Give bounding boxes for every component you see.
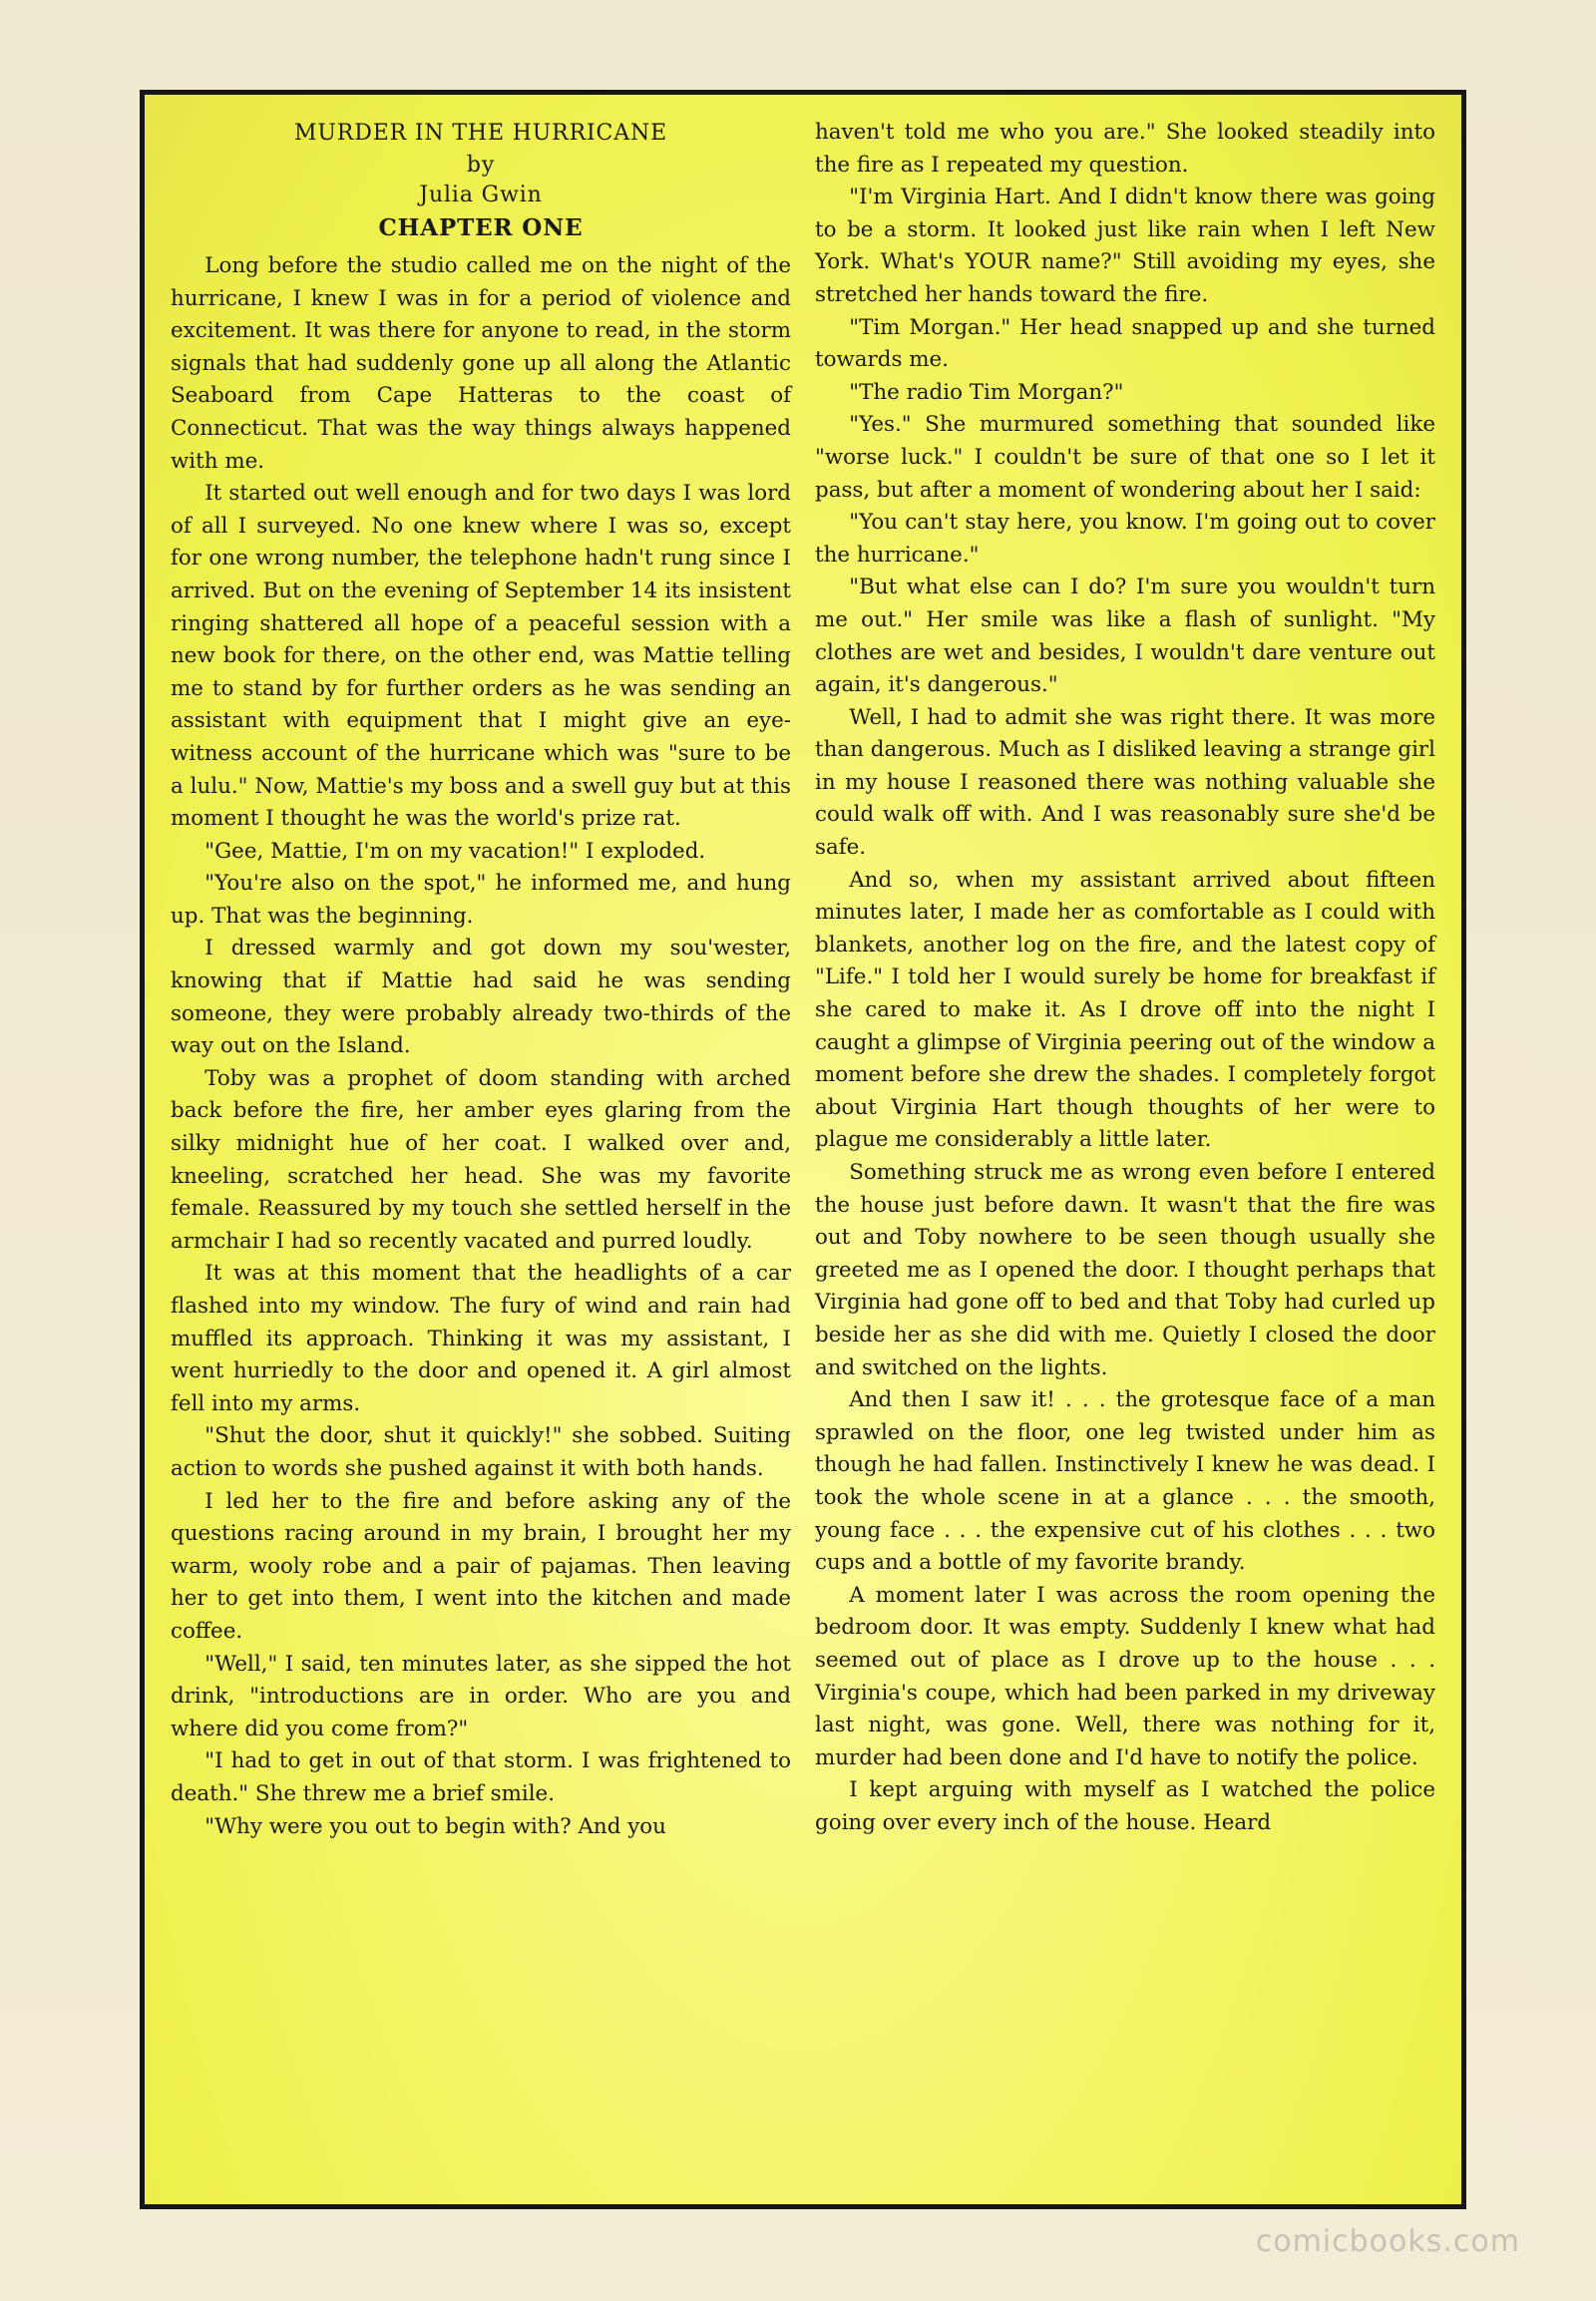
paragraph: A moment later I was across the room opening the bedroom door. It was empty. Suddenly I knew what had seemed out of place as I drove up to the house . . . Virginia's coupe, which had been parked in my driveway last night, was gone. Well, there was nothing for it, murder had been done and I'd have to notify the police. (815, 1582, 1435, 1770)
chapter-title: CHAPTER ONE (378, 214, 584, 241)
paragraph: And then I saw it! . . . the grotesque face of a man sprawled on the floor, one leg twisted under him as though he had fallen. Instinctively I knew he was dead. I took the whole scene in at a glance . . . the smooth, young face . . . the expensive cut of his clothes . . . two cups and a bottle of my favorite brandy. (815, 1387, 1435, 1576)
story-heading (171, 117, 791, 246)
paragraph: "But what else can I do? I'm sure you wouldn't turn me out." Her smile was like a flash of sunlight. "My clothes are wet and besides, I wouldn't dare venture out again, it's dangerous." (815, 575, 1435, 698)
paragraph: "You're also on the spot," he informed me, and hung up. That was the beginning. (171, 871, 791, 929)
left-column (171, 117, 791, 2204)
paragraph-continued: haven't told me who you are." She looked steadily into the fire as I repeated my question. (815, 120, 1435, 178)
paragraph: "Shut the door, shut it quickly!" she sobbed. Suiting action to words she pushed against it with both hands. (171, 1423, 791, 1481)
paragraph: I led her to the fire and before asking any of the questions racing around in my brain, I brought her my warm, wooly robe and a pair of pajamas. Then leaving her to get into them, I went into the kitchen and made coffee. (171, 1488, 791, 1644)
paragraph: "I had to get in out of that storm. I was frightened to death." She threw me a brief smile. (171, 1748, 791, 1806)
right-column (815, 117, 1435, 2204)
paragraph: Toby was a prophet of doom standing with arched back before the fire, her amber eyes glaring from the silky midnight hue of her coat. I walked over and, kneeling, scratched her head. She was my favorite female. Reassured by my touch she settled herself in the armchair I had so recently vacated and purred loudly. (171, 1065, 791, 1254)
paragraph: "Tim Morgan." Her head snapped up and she turned towards me. (815, 314, 1435, 373)
paragraph: I dressed warmly and got down my sou'wester, knowing that if Mattie had said he was sending someone, they were probably already two-thirds of the way out on the Island. (171, 936, 791, 1059)
paragraph: It was at this moment that the headlights of a car flashed into my window. The fury of wind and rain had muffled its approach. Thinking it was my assistant, I went hurriedly to the door and opened it. A girl almost fell into my arms. (171, 1261, 791, 1416)
site-watermark: comicbooks.com (1255, 2224, 1520, 2259)
paragraph: "Yes." She murmured something that sounded like "worse luck." I couldn't be sure of that one so I let it pass, but after a moment of wondering about her I said: (815, 412, 1435, 503)
paragraph: I kept arguing with myself as I watched the police going over every inch of the house. Heard (815, 1777, 1435, 1835)
paragraph: It started out well enough and for two days I was lord of all I surveyed. No one knew where I was so, except for one wrong number, the telephone hadn't rung since I arrived. But on the evening of September 14 its insistent ringing shattered all hope of a peaceful session with a new book for there, on the other end, was Mattie telling me to stand by for further orders as he was sending an assistant with equipment that I might give an eye-witness account of the hurricane which was "sure to be a lulu." Now, Mattie's my boss and a swell guy but at this moment I thought he was the world's prize rat. (171, 481, 791, 832)
paragraph: "The radio Tim Morgan?" (849, 379, 1124, 405)
paragraph: "You can't stay here, you know. I'm going out to cover the hurricane." (815, 510, 1435, 568)
paragraph: "Why were you out to begin with? And you (204, 1813, 666, 1839)
story-title: MURDER IN THE HURRICANE (294, 121, 667, 146)
paragraph: Well, I had to admit she was right there. It was more than dangerous. Much as I disliked leaving a strange girl in my house I reasoned there was nothing valuable she could walk off with. And I was reasonably sure she'd be safe. (815, 704, 1435, 861)
paragraph: And so, when my assistant arrived about fifteen minutes later, I made her as comfortable as I could with blankets, another log on the fire, and the latest copy of "Life." I told her I would surely be home for breakfast if she cared to make it. As I drove off into the night I caught a glimpse of Virginia peering out of the window a moment before she drew the shades. I completely forgot about Virginia Hart though thoughts of her were to plague me considerably a little later. (815, 867, 1435, 1153)
paragraph: "Gee, Mattie, I'm on my vacation!" I exploded. (204, 838, 706, 864)
text-story-panel (140, 90, 1466, 2209)
paragraph: "Well," I said, ten minutes later, as she sipped the hot drink, "introductions are in order. Who are you and where did you come from?" (171, 1651, 791, 1741)
story-author: Julia Gwin (419, 183, 543, 207)
paragraph: Long before the studio called me on the night of the hurricane, I knew I was in for a period of violence and excitement. It was there for anyone to read, in the storm signals that had suddenly gone up all along the Atlantic Seaboard from Cape Hatteras to the coast of Connecticut. That was the way things always happened with me. (171, 253, 791, 474)
byline-word: by (466, 153, 496, 178)
paragraph: Something struck me as wrong even before I entered the house just before dawn. It wasn't that the fire was out and Toby nowhere to be seen though usually she greeted me as I opened the door. I thought perhaps that Virginia had gone off to bed and that Toby had curled up beside her as she did with me. Quietly I closed the door and switched on the lights. (815, 1160, 1435, 1380)
paragraph: "I'm Virginia Hart. And I didn't know there was going to be a storm. It looked just like rain when I left New York. What's YOUR name?" Still avoiding my eyes, she stretched her hands toward the fire. (815, 185, 1435, 307)
